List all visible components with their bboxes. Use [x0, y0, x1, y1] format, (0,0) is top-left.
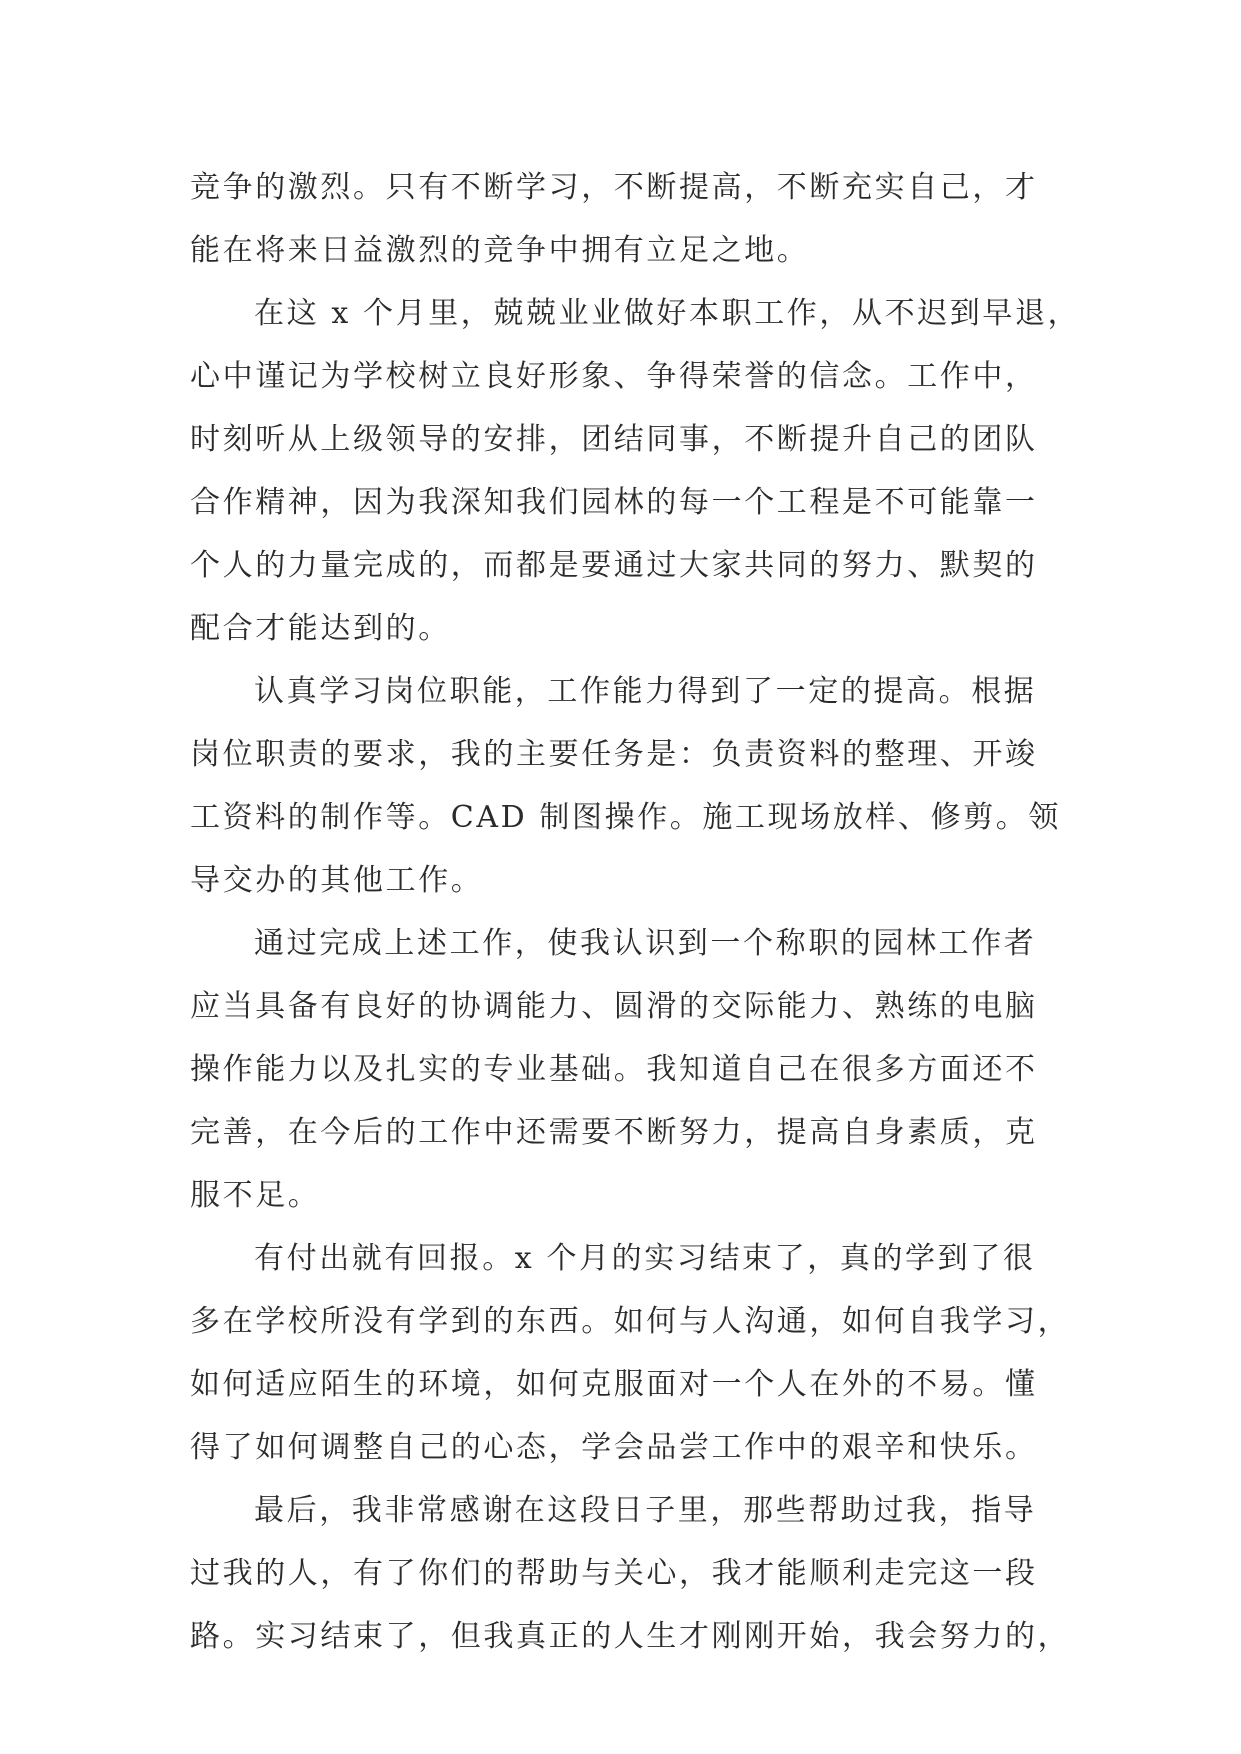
- text-line: 得了如何调整自己的心态，学会品尝工作中的艰辛和快乐。: [190, 1430, 1038, 1465]
- text-line: 过我的人，有了你们的帮助与关心，我才能顺利走完这一段: [190, 1556, 1038, 1591]
- text-line: 工资料的制作等。CAD 制图操作。施工现场放样、修剪。领: [190, 800, 1062, 835]
- text-line: 导交办的其他工作。: [190, 863, 484, 898]
- text-line: 如何适应陌生的环境，如何克服面对一个人在外的不易。懂: [190, 1367, 1038, 1402]
- paragraph-first-line: 认真学习岗位职能，工作能力得到了一定的提高。根据: [254, 674, 1037, 709]
- text-line: 个人的力量完成的，而都是要通过大家共同的努力、默契的: [190, 548, 1038, 583]
- text-line: 竞争的激烈。只有不断学习，不断提高，不断充实自己，才: [190, 170, 1038, 205]
- document-body: [190, 156, 1081, 1668]
- text-line: 岗位职责的要求，我的主要任务是：负责资料的整理、开竣: [190, 737, 1038, 772]
- paragraph-first-line: 有付出就有回报。x 个月的实习结束了，真的学到了很: [254, 1241, 1036, 1276]
- paragraph-first-line: 通过完成上述工作，使我认识到一个称职的园林工作者: [254, 926, 1037, 961]
- text-line: 操作能力以及扎实的专业基础。我知道自己在很多方面还不: [190, 1052, 1038, 1087]
- text-line: 时刻听从上级领导的安排，团结同事，不断提升自己的团队: [190, 422, 1038, 457]
- text-line: 服不足。: [190, 1178, 321, 1213]
- text-line: 配合才能达到的。: [190, 611, 451, 646]
- text-line: 心中谨记为学校树立良好形象、争得荣誉的信念。工作中，: [190, 359, 1038, 394]
- paragraph-first-line: 最后，我非常感谢在这段日子里，那些帮助过我，指导: [254, 1493, 1037, 1528]
- text-line: 应当具备有良好的协调能力、圆滑的交际能力、熟练的电脑: [190, 989, 1038, 1024]
- text-line: 完善，在今后的工作中还需要不断努力，提高自身素质，克: [190, 1115, 1038, 1150]
- text-line: 多在学校所没有学到的东西。如何与人沟通，如何自我学习，: [190, 1304, 1071, 1339]
- text-line: 能在将来日益激烈的竞争中拥有立足之地。: [190, 233, 810, 268]
- text-line: 合作精神，因为我深知我们园林的每一个工程是不可能靠一: [190, 485, 1038, 520]
- paragraph-first-line: 在这 x 个月里，兢兢业业做好本职工作，从不迟到早退，: [254, 296, 1081, 331]
- text-line: 路。实习结束了，但我真正的人生才刚刚开始，我会努力的，: [190, 1619, 1071, 1654]
